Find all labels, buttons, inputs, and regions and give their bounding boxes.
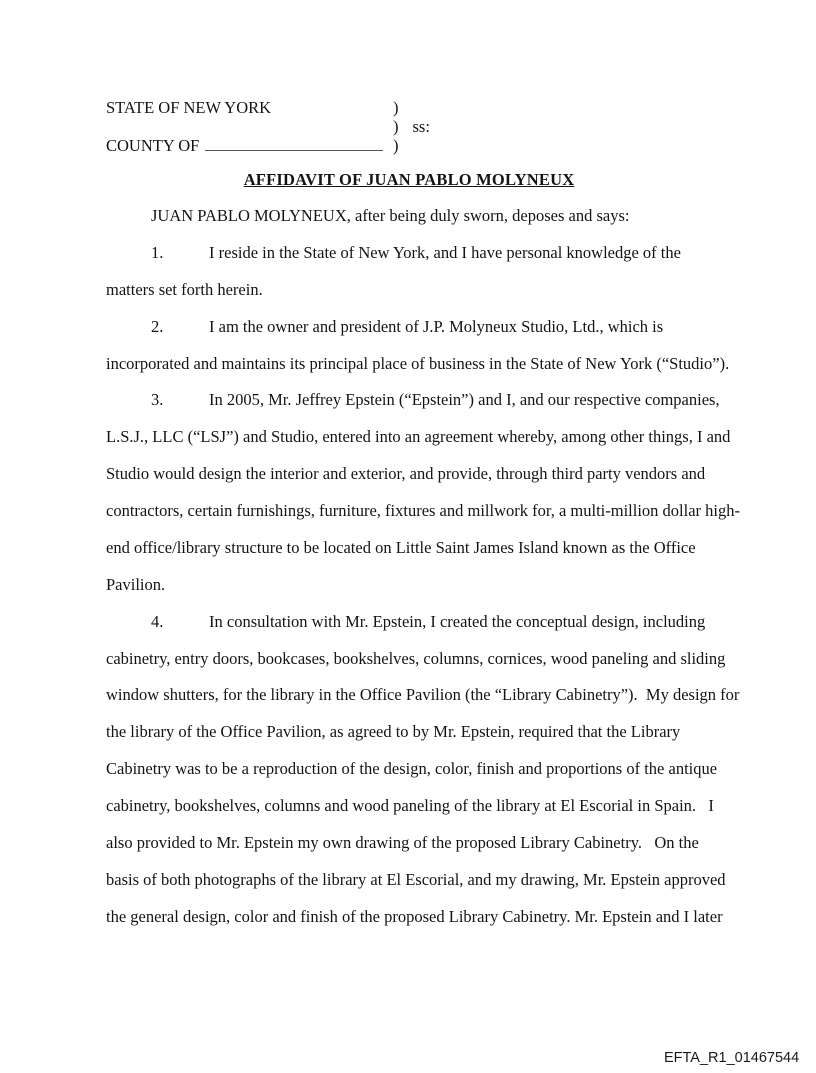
paragraph-3-line-3: Studio would design the interior and exterior, and provide, through third party vendors and [106,464,706,484]
paragraph-2-line-1 [106,317,766,354]
paragraph-2-number: 2. [151,316,164,336]
county-label-group [106,136,393,156]
state-label-text: STATE OF NEW YORK [106,98,272,117]
county-caption-row [106,136,446,155]
paren-1: ) [393,98,399,117]
ss-caption-row [106,117,446,136]
paragraph-4-line-3: window shutters, for the library in the Office Pavilion (the “Library Cabinetry”). My design for [106,685,740,705]
paragraph-1-number: 1. [151,242,164,262]
paragraph-3-number: 3. [151,390,164,410]
ss-label: ss: [412,116,430,136]
paragraph-4-line-6: cabinetry, bookshelves, columns and wood paneling of the library at El Escorial in Spain. I [106,796,714,815]
paragraph-4-line-5: Cabinetry was to be a reproduction of the design, color, finish and proportions of the antique [106,759,718,779]
bates-number: EFTA_R1_01467544 [664,1050,800,1066]
paragraph-4-number: 4. [151,611,164,631]
paren-3: ) [393,135,399,155]
venue-caption [106,98,446,154]
intro-text: JUAN PABLO MOLYNEUX, after being duly sworn, deposes and says: [151,206,630,225]
paragraph-1-line-1 [106,243,766,280]
paragraph-4-text: In consultation with Mr. Epstein, I created the conceptual design, including [209,611,706,631]
intro-line [106,206,766,243]
paragraph-4-line-8: basis of both photographs of the library at El Escorial, and my drawing, Mr. Epstein approved [106,869,726,889]
paragraph-4-line-1 [106,612,766,649]
paragraph-3-line-5: end office/library structure to be located on Little Saint James Island known as the Office [106,537,696,557]
paragraph-3-text: In 2005, Mr. Jeffrey Epstein (“Epstein”) and I, and our respective companies, [209,390,720,410]
state-label [106,98,393,118]
county-label-text: COUNTY OF [106,135,200,155]
paragraph-3-line-6: Pavilion. [106,574,166,594]
state-caption-row [106,98,446,117]
affidavit-title: AFFIDAVIT OF JUAN PABLO MOLYNEUX [243,170,575,189]
affidavit-body [106,206,766,944]
paren-2: ) [393,116,399,136]
paragraph-2-text: I am the owner and president of J.P. Molyneux Studio, Ltd., which is [209,316,664,336]
paragraph-4-line-9: the general design, color and finish of the proposed Library Cabinetry. Mr. Epstein and I later [106,906,723,926]
paragraph-4-line-7: also provided to Mr. Epstein my own drawing of the proposed Library Cabinetry. On the [106,832,699,852]
paragraph-4-line-4: the library of the Office Pavilion, as agreed to by Mr. Epstein, required that the Library [106,722,681,742]
paragraph-3-line-1 [106,390,766,427]
paragraph-3-line-4: contractors, certain furnishings, furniture, fixtures and millwork for, a multi-million dollar high- [106,501,740,520]
paragraph-1-line-2: matters set forth herein. [106,279,263,299]
paragraph-2-line-2: incorporated and maintains its principal place of business in the State of New York (“Studio”). [106,353,730,373]
county-blank-line [205,137,383,151]
paragraph-1-text: I reside in the State of New York, and I have personal knowledge of the [209,242,681,262]
paragraph-3-line-2: L.S.J., LLC (“LSJ”) and Studio, entered into an agreement whereby, among other things, I and [106,427,731,447]
paragraph-4-line-2: cabinetry, entry doors, bookcases, bookshelves, columns, cornices, wood paneling and sliding [106,648,726,668]
